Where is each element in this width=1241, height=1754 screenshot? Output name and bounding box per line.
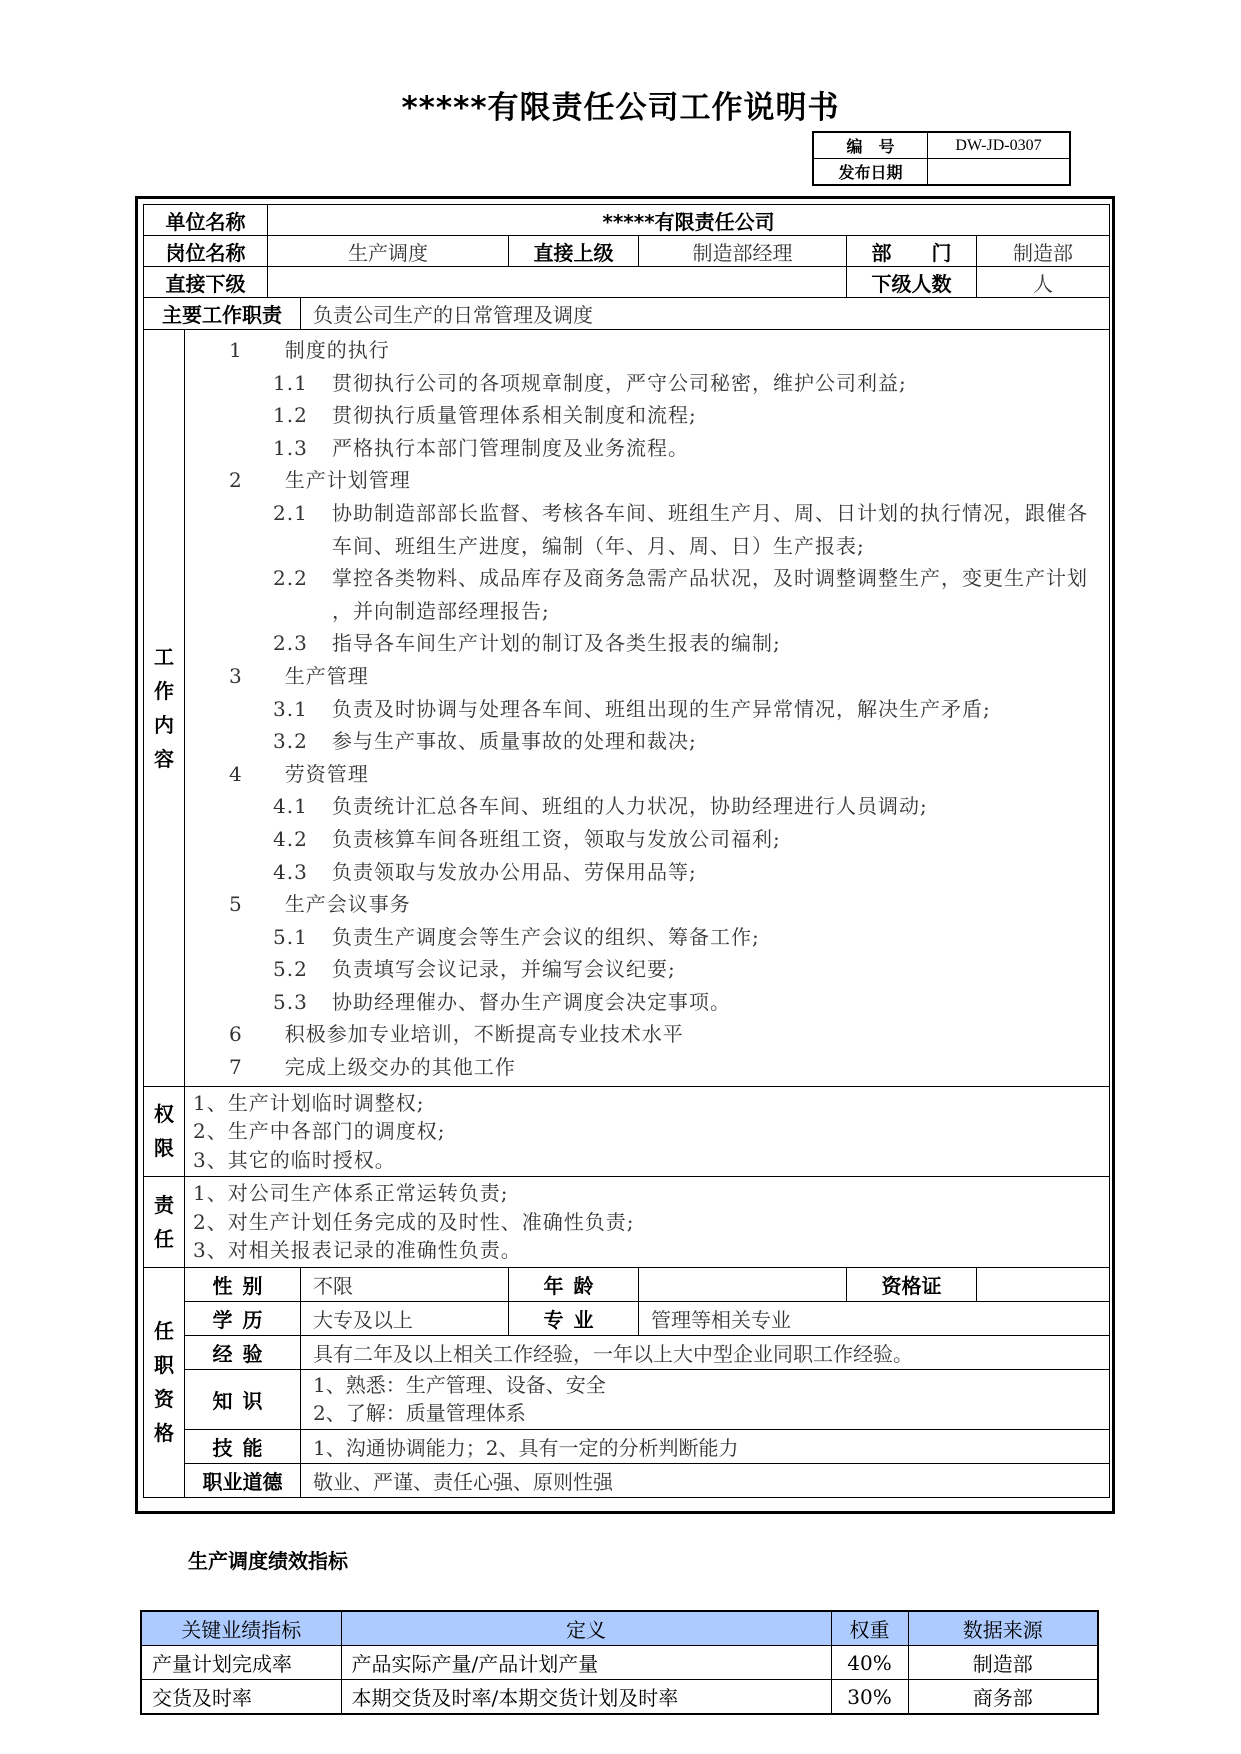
list-item: 1.1 贯彻执行公司的各项规章制度，严守公司秘密，维护公司利益; <box>273 370 907 395</box>
work-content-label: 工 作 内 容 <box>144 330 185 1087</box>
list-item: 3、其它的临时授权。 <box>193 1147 396 1172</box>
age-label: 年龄 <box>509 1267 639 1301</box>
kpi-header-indicator: 关键业绩指标 <box>141 1611 341 1646</box>
list-item: 3.1 负责及时协调与处理各车间、班组出现的生产异常情况，解决生产矛盾; <box>273 696 991 721</box>
section-5-heading: 5 生产会议事务 <box>229 892 411 917</box>
section-4-heading: 4 劳资管理 <box>229 761 369 786</box>
unit-value: *****有限责任公司 <box>268 205 1110 236</box>
experience-value: 具有二年及以上相关工作经验，一年以上大中型企业同职工作经验。 <box>301 1335 1110 1369</box>
skill-value: 1、沟通协调能力；2、具有一定的分析判断能力 <box>301 1429 1110 1463</box>
list-item: 5.2 负责填写会议记录，并编写会议纪要; <box>273 957 676 982</box>
list-item: 2、对生产计划任务完成的及时性、准确性负责; <box>193 1209 635 1234</box>
kpi-indicator: 产量计划完成率 <box>141 1646 341 1680</box>
subordinate-count-value: 人 <box>977 267 1110 298</box>
responsibility-label: 责 任 <box>144 1177 185 1268</box>
major-value: 管理等相关专业 <box>639 1301 1110 1335</box>
major-label: 专业 <box>509 1301 639 1335</box>
ethics-label: 职业道德 <box>185 1463 301 1497</box>
experience-label: 经验 <box>185 1335 301 1369</box>
authority-label: 权 限 <box>144 1086 185 1177</box>
list-item: 2、了解：质量管理体系 <box>313 1401 526 1426</box>
kpi-header-row <box>141 1611 1098 1646</box>
department-label: 部 门 <box>847 236 977 267</box>
list-item: 2.1 协助制造部部长监督、考核各车间、班组生产月、周、日计划的执行情况，跟催各 <box>273 500 1088 525</box>
section-6-heading: 6 积极参加专业培训，不断提高专业技术水平 <box>229 1022 684 1047</box>
list-item: 2.3 指导各车间生产计划的制订及各类生报表的编制; <box>273 631 781 656</box>
section-1-heading: 1 制度的执行 <box>229 338 390 362</box>
superior-label: 直接上级 <box>509 236 639 267</box>
section-2-heading: 2 生产计划管理 <box>229 468 411 493</box>
list-item-continuation: ，并向制造部经理报告; <box>332 598 550 623</box>
main-duty-value: 负责公司生产的日常管理及调度 <box>301 298 1110 330</box>
kpi-weight: 30% <box>831 1680 908 1715</box>
list-item: 1、生产计划临时调整权; <box>193 1090 425 1115</box>
job-description-table <box>143 204 1110 1498</box>
certificate-value <box>977 1267 1110 1301</box>
ethics-value: 敬业、严谨、责任心强、原则性强 <box>301 1463 1110 1497</box>
list-item: 1.2 贯彻执行质量管理体系相关制度和流程; <box>273 403 697 428</box>
main-duty-label: 主要工作职责 <box>144 298 301 330</box>
subordinate-label: 直接下级 <box>144 267 268 298</box>
department-value: 制造部 <box>977 236 1110 267</box>
kpi-header-definition: 定义 <box>341 1611 831 1646</box>
kpi-section-title: 生产调度绩效指标 <box>188 1549 348 1573</box>
subordinate-value <box>268 267 847 298</box>
subordinate-count-label: 下级人数 <box>847 267 977 298</box>
date-label: 发布日期 <box>813 159 928 186</box>
work-content-list <box>185 330 1110 1087</box>
date-value <box>928 159 1071 186</box>
certificate-label: 资格证 <box>847 1267 977 1301</box>
list-item: 4.1 负责统计汇总各车间、班组的人力状况，协助经理进行人员调动; <box>273 794 928 819</box>
list-item: 1、对公司生产体系正常运转负责; <box>193 1181 509 1206</box>
document-number-box <box>812 131 1071 186</box>
kpi-weight: 40% <box>831 1646 908 1680</box>
kpi-definition: 本期交货及时率/本期交货计划及时率 <box>341 1680 831 1715</box>
responsibility-list <box>185 1177 1110 1268</box>
list-item: 3.2 参与生产事故、质量事故的处理和裁决; <box>273 729 697 754</box>
number-label: 编 号 <box>813 132 928 159</box>
knowledge-label: 知识 <box>185 1369 301 1429</box>
list-item: 4.3 负责领取与发放办公用品、劳保用品等; <box>273 859 697 884</box>
job-description-frame <box>135 196 1115 1514</box>
list-item: 5.3 协助经理催办、督办生产调度会决定事项。 <box>273 989 731 1014</box>
kpi-indicator: 交货及时率 <box>141 1680 341 1715</box>
list-item: 5.1 负责生产调度会等生产会议的组织、筹备工作; <box>273 924 760 949</box>
position-label: 岗位名称 <box>144 236 268 267</box>
list-item-continuation: 车间、班组生产进度，编制（年、月、周、日）生产报表; <box>332 533 865 558</box>
position-value: 生产调度 <box>268 236 509 267</box>
section-7-heading: 7 完成上级交办的其他工作 <box>229 1055 516 1080</box>
list-item: 4.2 负责核算车间各班组工资，领取与发放公司福利; <box>273 826 781 851</box>
list-item: 1.3 严格执行本部门管理制度及业务流程。 <box>273 435 689 460</box>
kpi-source: 商务部 <box>908 1680 1098 1715</box>
unit-label: 单位名称 <box>144 205 268 236</box>
table-row <box>141 1646 1098 1680</box>
list-item: 2、生产中各部门的调度权; <box>193 1119 446 1144</box>
section-3-heading: 3 生产管理 <box>229 663 369 688</box>
authority-list <box>185 1086 1110 1177</box>
education-value: 大专及以上 <box>301 1301 509 1335</box>
number-value: DW-JD-0307 <box>928 132 1071 159</box>
list-item: 2.2 掌控各类物料、成品库存及商务急需产品状况，及时调整调整生产，变更生产计划 <box>273 566 1088 591</box>
gender-value: 不限 <box>301 1267 509 1301</box>
kpi-definition: 产品实际产量/产品计划产量 <box>341 1646 831 1680</box>
qualification-label: 任 职 资 格 <box>144 1267 185 1497</box>
skill-label: 技能 <box>185 1429 301 1463</box>
superior-value: 制造部经理 <box>639 236 847 267</box>
gender-label: 性别 <box>185 1267 301 1301</box>
kpi-table <box>140 1610 1099 1715</box>
list-item: 3、对相关报表记录的准确性负责。 <box>193 1238 522 1263</box>
list-item: 1、熟悉：生产管理、设备、安全 <box>313 1373 606 1398</box>
age-value <box>639 1267 847 1301</box>
kpi-header-source: 数据来源 <box>908 1611 1098 1646</box>
document-title: *****有限责任公司工作说明书 <box>401 90 840 126</box>
table-row <box>141 1680 1098 1715</box>
kpi-source: 制造部 <box>908 1646 1098 1680</box>
kpi-header-weight: 权重 <box>831 1611 908 1646</box>
education-label: 学历 <box>185 1301 301 1335</box>
knowledge-value <box>301 1369 1110 1429</box>
